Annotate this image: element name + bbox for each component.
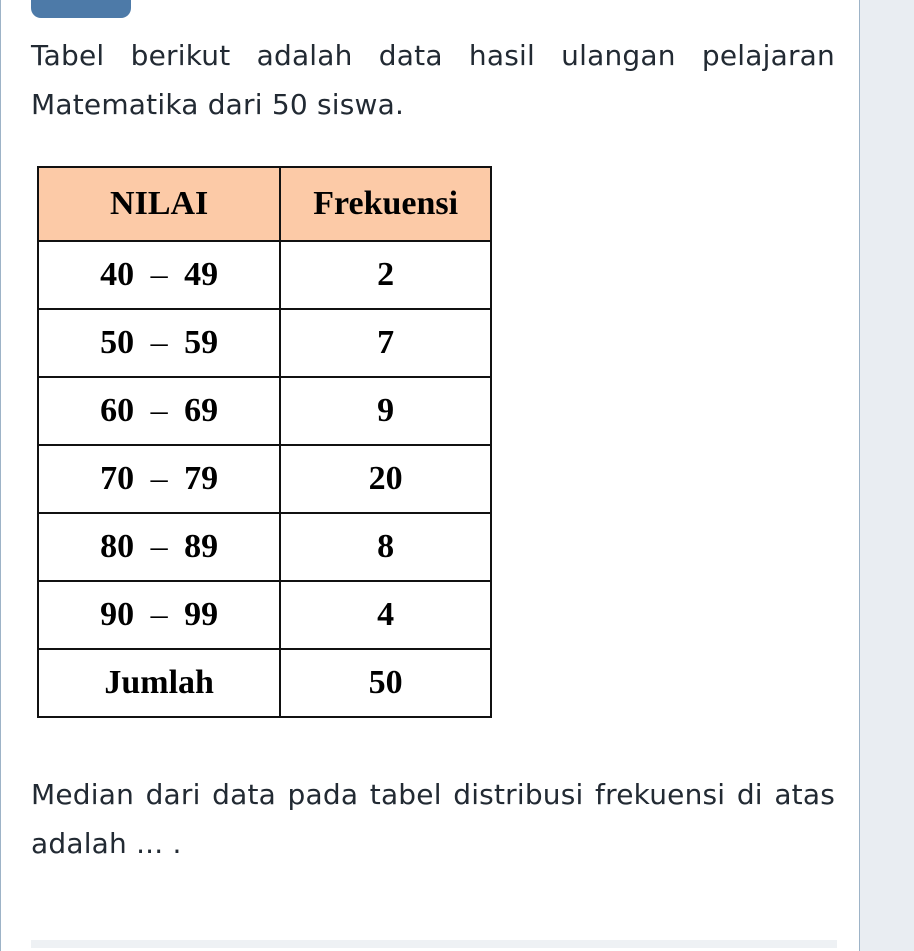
frequency-cell: 20 [280,445,491,513]
frequency-cell: 8 [280,513,491,581]
table-row [38,513,491,581]
header-frekuensi: Frekuensi [280,167,491,241]
table-total-row [38,649,491,717]
frequency-cell: 9 [280,377,491,445]
answer-divider [31,940,837,948]
range-cell: 60 – 69 [38,377,280,445]
range-cell: 40 – 49 [38,241,280,309]
range-cell: 70 – 79 [38,445,280,513]
total-label-cell: Jumlah [38,649,280,717]
range-cell: 50 – 59 [38,309,280,377]
header-nilai: NILAI [38,167,280,241]
total-value-cell: 50 [280,649,491,717]
frequency-table [37,166,492,718]
table-row [38,241,491,309]
range-cell: 90 – 99 [38,581,280,649]
table-row [38,377,491,445]
question-number-tab[interactable] [31,0,131,18]
frequency-cell: 4 [280,581,491,649]
range-cell: 80 – 89 [38,513,280,581]
frequency-cell: 7 [280,309,491,377]
table-header-row [38,167,491,241]
question-intro: Tabel berikut adalah data hasil ulangan pelajaran Matematika dari 50 siswa. [31,39,835,121]
table-row [38,581,491,649]
frequency-cell: 2 [280,241,491,309]
table-row [38,309,491,377]
question-prompt: Median dari data pada tabel distribusi frekuensi di atas adalah ... . [31,778,835,860]
table-row [38,445,491,513]
